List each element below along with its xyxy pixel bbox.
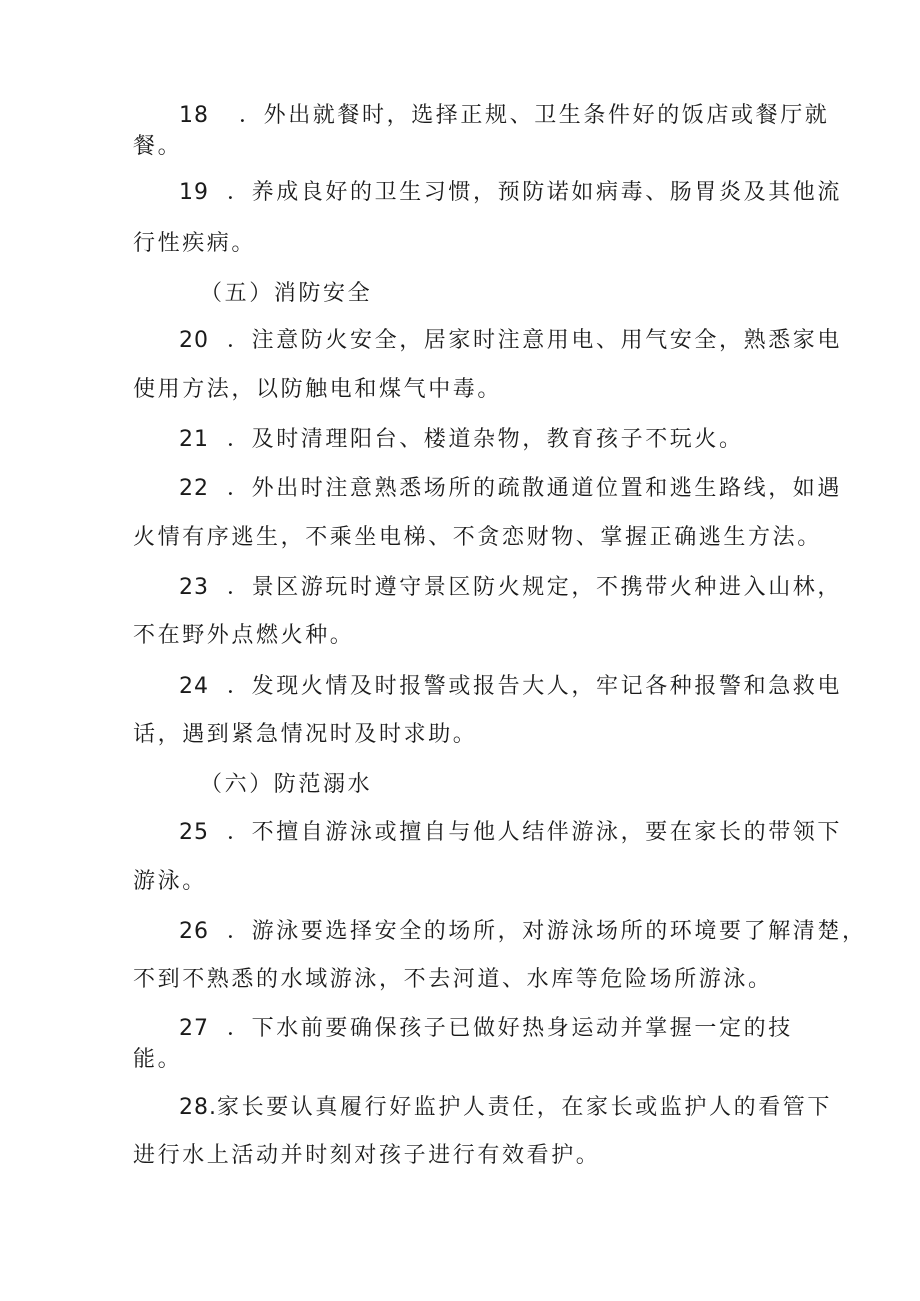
item-number: 20 (179, 328, 209, 353)
item-text: ．养成良好的卫生习惯，预防诺如病毒、肠胃炎及其他流 (227, 180, 843, 205)
item-22-line2: 火情有序逃生，不乘坐电梯、不贪恋财物、掌握正确逃生方法。 (133, 525, 822, 550)
item-24-line1 (179, 672, 859, 702)
item-text: ．外出就餐时，选择正规、卫生条件好的饭店或餐厅就 (239, 103, 830, 128)
item-28-line1 (179, 1093, 859, 1123)
item-19-line1 (179, 178, 859, 208)
item-25-line2: 游泳。 (133, 869, 207, 894)
item-20-line2: 使用方法，以防触电和煤气中毒。 (133, 377, 503, 402)
item-25-line1 (179, 818, 859, 848)
item-19-line2: 行性疾病。 (133, 231, 257, 256)
item-number: 24 (179, 674, 209, 699)
item-number: 25 (179, 820, 209, 845)
item-28-line2: 进行水上活动并时刻对孩子进行有效看护。 (133, 1143, 601, 1168)
item-26-line1 (179, 917, 867, 947)
item-number: 23 (179, 575, 209, 600)
item-number: 27 (179, 1016, 209, 1041)
item-18-line2: 餐。 (133, 134, 183, 159)
item-text: ．不擅自游泳或擅自与他人结伴游泳，要在家长的带领下 (227, 820, 843, 845)
item-22-line1 (179, 474, 859, 504)
item-number: 19 (179, 180, 209, 205)
item-number: 28. (179, 1095, 217, 1120)
item-number: 22 (179, 476, 209, 501)
item-27-line2: 能。 (133, 1047, 183, 1072)
item-number: 21 (179, 427, 209, 452)
item-20-line1 (179, 326, 859, 356)
section-heading-drowning: （六）防范溺水 (200, 772, 373, 797)
item-number: 26 (179, 919, 209, 944)
item-18-line1 (179, 101, 859, 131)
item-text: ．下水前要确保孩子已做好热身运动并掌握一定的技 (227, 1016, 793, 1041)
item-27-line1 (179, 1014, 859, 1044)
item-26-line2: 不到不熟悉的水域游泳，不去河道、水库等危险场所游泳。 (133, 967, 773, 992)
item-text: ．注意防火安全，居家时注意用电、用气安全，熟悉家电 (227, 328, 843, 353)
item-text: ．游泳要选择安全的场所，对游泳场所的环境要了解清楚， (227, 919, 867, 944)
item-text: ．景区游玩时遵守景区防火规定，不携带火种进入山林， (227, 575, 843, 600)
item-text: ．及时清理阳台、楼道杂物，教育孩子不玩火。 (227, 427, 744, 452)
section-heading-fire: （五）消防安全 (200, 281, 373, 306)
item-23-line1 (179, 573, 859, 603)
item-text: 家长要认真履行好监护人责任，在家长或监护人的看管下 (217, 1095, 833, 1120)
item-text: ．外出时注意熟悉场所的疏散通道位置和逃生路线，如遇 (227, 476, 843, 501)
item-number: 18 (179, 103, 209, 128)
item-text: ．发现火情及时报警或报告大人，牢记各种报警和急救电 (227, 674, 843, 699)
item-23-line2: 不在野外点燃火种。 (133, 623, 355, 648)
item-21-line1 (179, 425, 859, 455)
item-24-line2: 话，遇到紧急情况时及时求助。 (133, 722, 478, 747)
